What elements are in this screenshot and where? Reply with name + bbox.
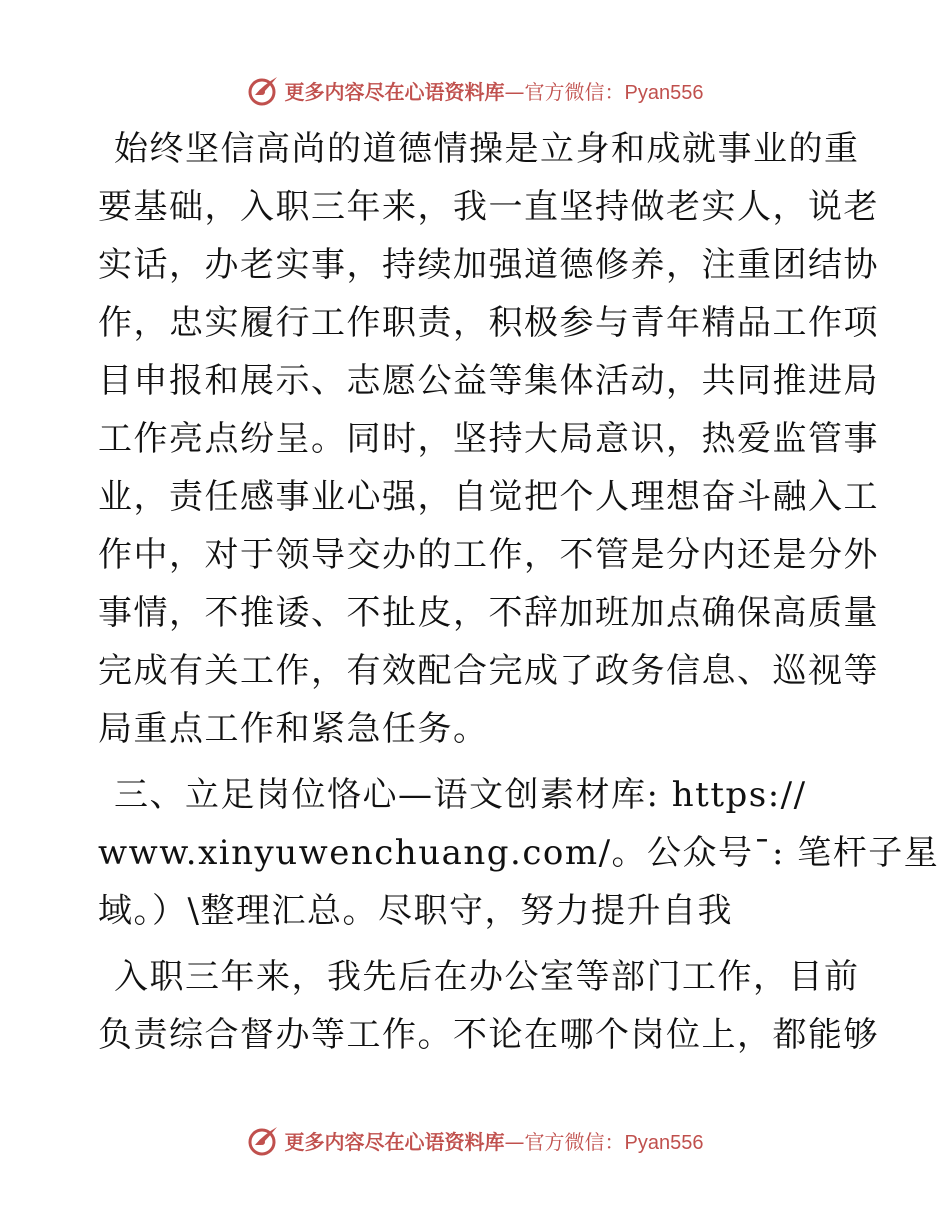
quill-logo-icon: [247, 73, 281, 107]
text-line: 作，忠实履行工作职责，积极参与青年精品工作项: [98, 303, 879, 343]
text-line: 域。）\整理汇总。尽职守，努力提升自我: [98, 891, 733, 931]
watermark-id: Pyan556: [624, 1131, 704, 1154]
watermark-header: [0, 70, 950, 110]
paragraph-3: [98, 948, 879, 1064]
text-line: 始终坚信高尚的道德情操是立身和成就事业的重: [114, 129, 860, 169]
watermark-sub: 官方微信：: [524, 1129, 625, 1154]
watermark-sub: 官方微信：: [524, 79, 625, 104]
paragraph-1: [98, 120, 879, 758]
text-line: 作中，对于领导交办的工作，不管是分内还是分外: [98, 535, 879, 575]
text-line: 实话，办老实事，持续加强道德修养，注重团结协: [98, 245, 879, 285]
watermark-dash: —: [504, 1129, 525, 1154]
watermark-text: [285, 76, 704, 105]
document-body: [98, 120, 940, 1072]
text-line: 业，责任感事业心强，自觉把个人理想奋斗融入工: [98, 477, 879, 517]
watermark-dash: —: [504, 79, 525, 104]
text-line: 工作亮点纷呈。同时，坚持大局意识，热爱监管事: [98, 419, 879, 459]
watermark-main: 更多内容尽在心语资料库: [284, 1129, 505, 1154]
watermark-footer: [0, 1120, 950, 1160]
quill-logo-icon: [247, 1123, 281, 1157]
watermark-text: [285, 1126, 704, 1155]
section-heading-3: [98, 766, 940, 940]
text-line: 入职三年来，我先后在办公室等部门工作，目前: [114, 957, 860, 997]
text-line: 负责综合督办等工作。不论在哪个岗位上，都能够: [98, 1015, 879, 1055]
text-line: 局重点工作和紧急任务。: [98, 709, 489, 749]
text-line: 要基础，入职三年来，我一直坚持做老实人，说老: [98, 187, 879, 227]
watermark-main: 更多内容尽在心语资料库: [284, 79, 505, 104]
text-line: 三、立足岗位恪心—语文创素材库: https://: [114, 775, 807, 815]
text-line: www.xinyuwenchuang.com/。公众号¯: 笔杆子星: [98, 833, 940, 873]
watermark-id: Pyan556: [624, 81, 704, 104]
text-line: 完成有关工作，有效配合完成了政务信息、巡视等: [98, 651, 879, 691]
text-line: 目申报和展示、志愿公益等集体活动，共同推进局: [98, 361, 879, 401]
text-line: 事情，不推诿、不扯皮，不辞加班加点确保高质量: [98, 593, 879, 633]
